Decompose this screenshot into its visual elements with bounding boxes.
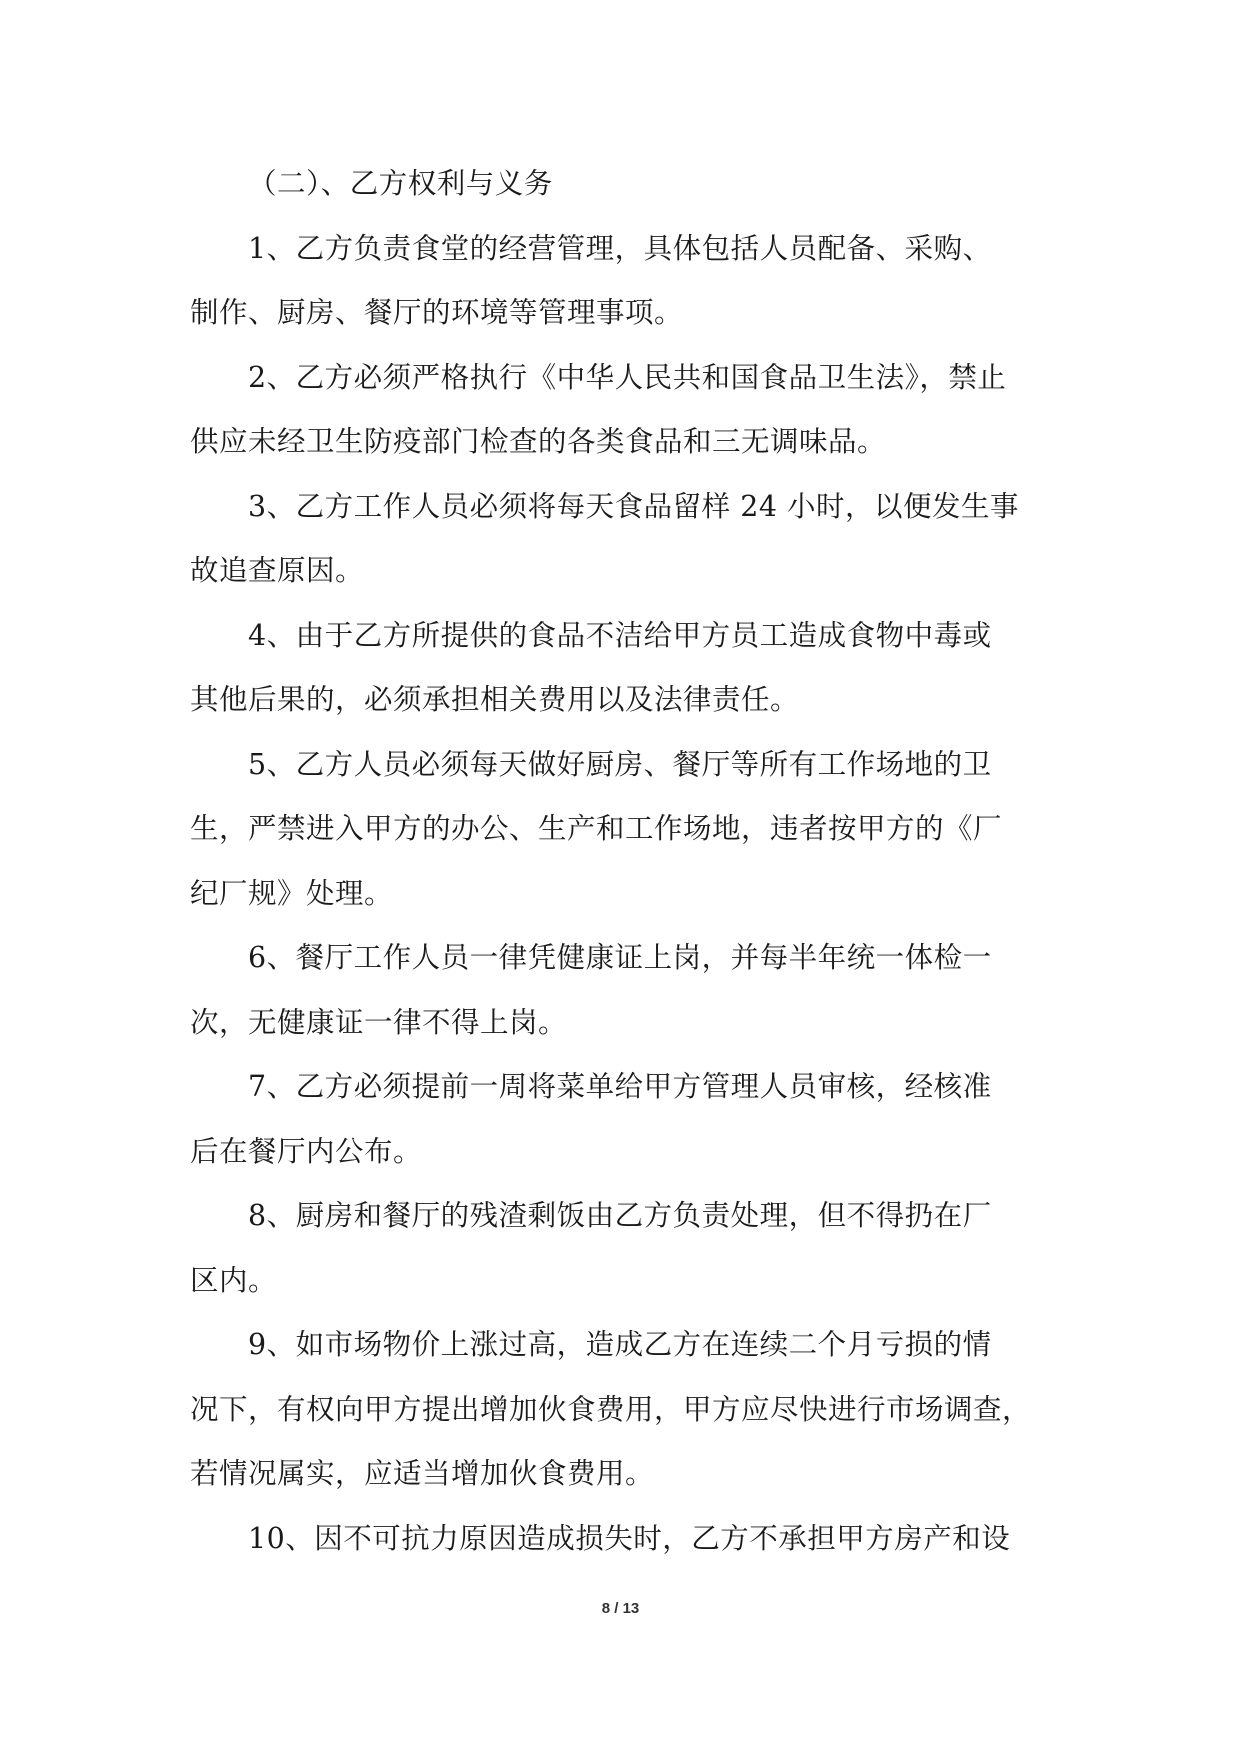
paragraph-8-line-1: 8、厨房和餐厅的残渣剩饭由乙方负责处理，但不得扔在厂 bbox=[248, 1199, 992, 1232]
paragraph-4-line-1: 4、由于乙方所提供的食品不洁给甲方员工造成食物中毒或 bbox=[248, 618, 992, 652]
paragraph-5-line-3: 纪厂规》处理。 bbox=[190, 876, 394, 910]
paragraph-3-line-1: 3、乙方工作人员必须将每天食品留样 24 小时，以便发生事 bbox=[248, 489, 1020, 523]
paragraph-9-line-2: 况下，有权向甲方提出增加伙食费用，甲方应尽快进行市场调查， bbox=[190, 1392, 1032, 1426]
paragraph-2-line-2: 供应未经卫生防疫部门检查的各类食品和三无调味品。 bbox=[190, 425, 887, 458]
paragraph-9-line-3: 若情况属实，应适当增加伙食费用。 bbox=[190, 1457, 655, 1490]
paragraph-5-line-1: 5、乙方人员必须每天做好厨房、餐厅等所有工作场地的卫 bbox=[248, 747, 992, 781]
section-heading: （二）、乙方权利与义务 bbox=[248, 167, 553, 200]
paragraph-4-line-2: 其他后果的，必须承担相关费用以及法律责任。 bbox=[190, 683, 800, 716]
paragraph-6-line-2: 次，无健康证一律不得上岗。 bbox=[190, 1005, 568, 1039]
paragraph-10-line-1: 10、因不可抗力原因造成损失时，乙方不承担甲方房产和设 bbox=[248, 1521, 1011, 1555]
paragraph-7-line-1: 7、乙方必须提前一周将菜单给甲方管理人员审核，经核准 bbox=[248, 1070, 992, 1103]
paragraph-6-line-1: 6、餐厅工作人员一律凭健康证上岗，并每半年统一体检一 bbox=[248, 941, 992, 974]
page-number: 8 / 13 bbox=[601, 1600, 640, 1617]
paragraph-3-line-2: 故追查原因。 bbox=[190, 554, 365, 587]
paragraph-5-line-2: 生，严禁进入甲方的办公、生产和工作场地，违者按甲方的《厂 bbox=[190, 812, 1003, 845]
paragraph-1-line-1: 1、乙方负责食堂的经营管理，具体包括人员配备、采购、 bbox=[248, 231, 992, 265]
paragraph-2-line-1: 2、乙方必须严格执行《中华人民共和国食品卫生法》，禁止 bbox=[248, 360, 1007, 394]
paragraph-8-line-2: 区内。 bbox=[190, 1263, 278, 1297]
paragraph-9-line-1: 9、如市场物价上涨过高，造成乙方在连续二个月亏损的情 bbox=[248, 1328, 992, 1361]
document-body bbox=[190, 152, 1050, 1571]
paragraph-1-line-2: 制作、厨房、餐厅的环境等管理事项。 bbox=[190, 296, 684, 329]
paragraph-7-line-2: 后在餐厅内公布。 bbox=[190, 1134, 423, 1168]
